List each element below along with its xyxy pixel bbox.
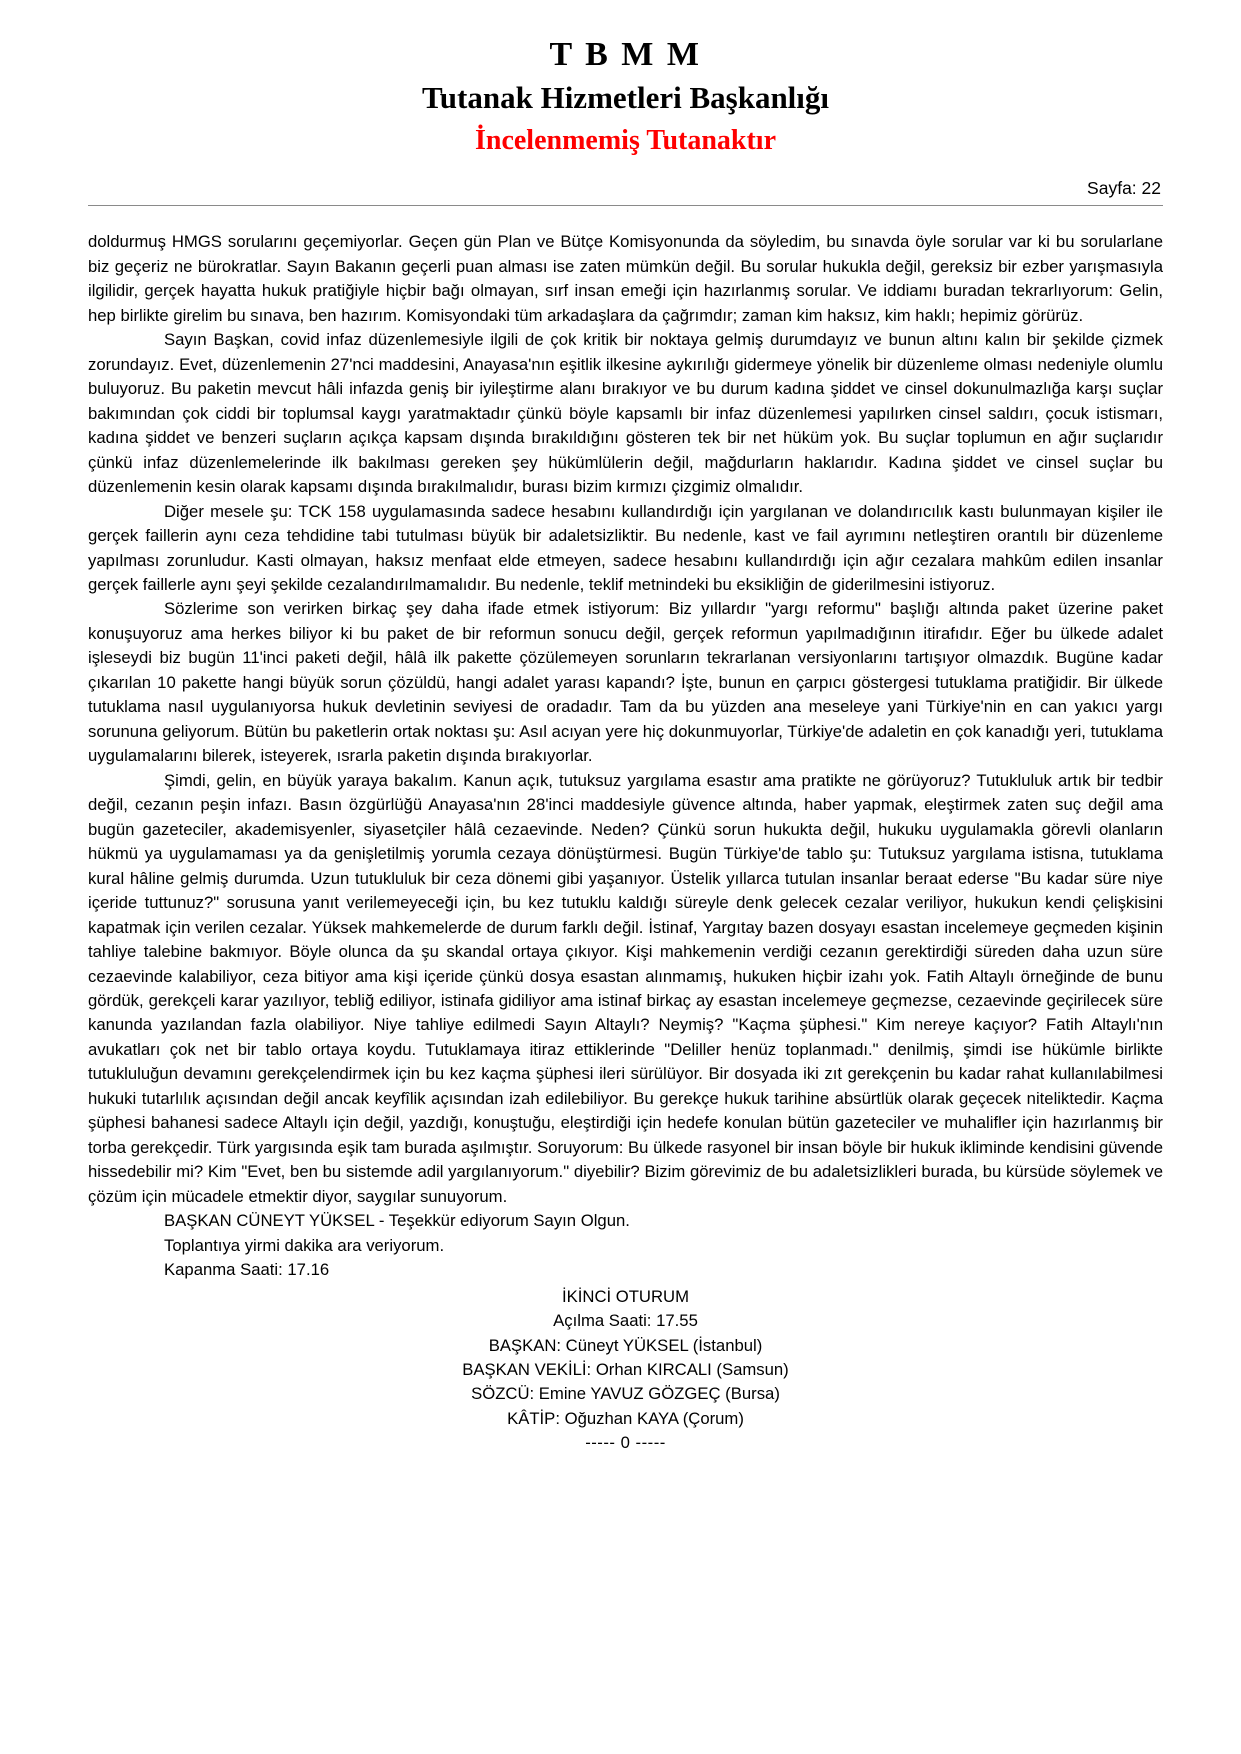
section-separator: ----- 0 ----- <box>585 1433 666 1453</box>
transcript-speaker-line: Kapanma Saati: 17.16 <box>164 1260 330 1280</box>
department-name: Tutanak Hizmetleri Başkanlığı <box>421 80 830 116</box>
second-session-block <box>88 1285 1163 1456</box>
transcript-paragraph: doldurmuş HMGS sorularını geçemiyorlar. Geçen gün Plan ve Bütçe Komisyonunda da söyledim, bu sınavda öyle sorular var ki bu sorularlane biz geçeriz ne bürokratlar. Sayın Bakanın geçerli puan alması ise zaten mümkün değil. Bu sorular hukukla değil, gereksiz bir ezber yarışmasıyla ilgilidir, gerçek hayatta hukuk pratiğiyle hiçbir bağı olmayan, sırf insan emeği için hazırlanmış sorular. Ve iddiamı buradan tekrarlıyorum: Gelin, hep birlikte girelim bu sınava, ben hazırım. Komisyondaki tüm arkadaşlara da çağrımdır; zaman kim haksız, kim haklı; hepimiz görürüz. <box>88 232 1163 325</box>
session-chair: BAŞKAN: Cüneyt YÜKSEL (İstanbul) <box>488 1335 763 1355</box>
document-header <box>88 34 1163 158</box>
session-spokesperson: SÖZCÜ: Emine YAVUZ GÖZGEÇ (Bursa) <box>471 1384 780 1404</box>
transcript-speaker-lines <box>88 1209 1163 1282</box>
transcript-paragraph: Diğer mesele şu: TCK 158 uygulamasında sadece hesabını kullandırdığı için yargılanan ve dolandırıcılık kastı bulunmayan kişiler ile gerçek faillerin aynı ceza tehdidine tabi tutulması büyük bir adaletsizliktir. Bu nedenle, kast ve fail ayrımını netleştiren orantılı bir düzenleme yapılması zorunludur. Kasti olmayan, haksız menfaat elde etmeyen, sadece hesabını kullandırdığı için ağır cezalara mahkûm edilen insanlar gerçek faillerle aynı şeyi şekilde cezalandırılmamalıdır. Bu nedenle, teklif metnindeki bu eksikliğin de giderilmesini istiyoruz. <box>88 501 1163 594</box>
session-deputy-chair: BAŞKAN VEKİLİ: Orhan KIRCALI (Samsun) <box>462 1360 789 1379</box>
header-divider <box>88 205 1163 206</box>
page-number-label: Sayfa: 22 <box>1087 178 1161 199</box>
transcript-speaker-line: BAŞKAN CÜNEYT YÜKSEL - Teşekkür ediyorum Sayın Olgun. <box>164 1211 630 1231</box>
session-open-time: Açılma Saati: 17.55 <box>553 1311 698 1331</box>
transcript-speaker-line: Toplantıya yirmi dakika ara veriyorum. <box>164 1235 445 1255</box>
session-clerk: KÂTİP: Oğuzhan KAYA (Çorum) <box>507 1408 744 1428</box>
transcript-paragraph: Şimdi, gelin, en büyük yaraya bakalım. Kanun açık, tutuksuz yargılama esastır ama pratikte ne görüyoruz? Tutukluluk artık bir tedbir değil, cezanın peşin infazı. Basın özgürlüğü Anayasa'nın 28'inci maddesiyle güvence altında, haber yapmak, eleştirmek zaten suç değil ama bugün gazeteciler, akademisyenler, siyasetçiler hâlâ cezaevinde. Neden? Çünkü sorun hukukta değil, hukuku uygulamakla görevli olanların hükmü ya uygulamaması ya da genişletilmiş yorumla cezaya dönüştürmesi. Bugün Türkiye'de tablo şu: Tutuksuz yargılama istisna, tutuklama kural hâline gelmiş durumda. Uzun tutukluluk bir ceza dönemi gibi yaşanıyor. Üstelik yıllarca tutulan insanlar beraat ederse "Bu kadar süre niye içeride tuttunuz?" sorusuna yanıt verilemeyeceği için, bu kez tutuklu kaldığı süreyle denk gelecek cezalar veriliyor, hukukun kendi çelişkisini kapatmak için verilen cezalar. Yüksek mahkemelerde de durum farklı değil. İstinaf, Yargıtay bazen dosyayı esastan incelemeye geçmeden kişinin tahliye talebine bakmıyor. Böyle olunca da şu skandal ortaya çıkıyor. Kişi mahkemenin verdiği cezanın gerektirdiği süreden daha uzun süre cezaevinde kalabiliyor, ceza bitiyor ama kişi içeride çünkü dosya esastan alınmamış, hukuken hiçbir izahı yok. Fatih Altaylı örneğinde de bunu gördük, gerekçeli karar yazılıyor, tebliğ ediliyor, istinafa gidiliyor ama istinaf birkaç ay esastan incelemeye geçmezse, cezaevinde geçirilecek süre kanunda yazılandan fazla olabiliyor. Niye tahliye edilmedi Sayın Altaylı? Neymiş? "Kaçma şüphesi." Kim nereye kaçıyor? Fatih Altaylı'nın avukatları çok net bir tablo ortaya koydu. Tutuklamaya itiraz ettiklerinde "Deliller henüz toplanmadı." denilmiş, şimdi ise hükümle birlikte tutukluluğun devamını gerekçelendirmek için bu kez kaçma şüphesi ileri sürülüyor. Bir dosyada iki zıt gerekçenin bu kadar rahat kullanılabilmesi hukuki tutarlılık açısından değil ancak keyfîlik açısından izah edilebiliyor. Bu gerekçe hukuk tarihine absürtlük olarak geçecek niteliktedir. Kaçma şüphesi bahanesi sadece Altaylı için değil, yazdığı, konuştuğu, eleştirdiği için hedefe konulan bütün gazeteciler ve muhalifler için hazırlanmış bir torba gerekçedir. Türk yargısında eşik tam burada aşılmıştır. Soruyorum: Bu ülkede rasyonel bir insan böyle bir hukuk ikliminde kendisini güvende hissedebilir mi? Kim "Evet, ben bu sistemde adil yargılanıyorum." diyebilir? Bizim görevimiz de bu adaletsizlikleri burada, bu kürsüde söylemek ve çözüm için mücadele etmektir diyor, saygılar sunuyorum. <box>88 770 1163 1206</box>
transcript-body <box>88 230 1163 1209</box>
unreviewed-notice: İncelenmemiş Tutanaktır <box>474 125 777 157</box>
transcript-paragraph: Sözlerime son verirken birkaç şey daha ifade etmek istiyorum: Biz yıllardır "yargı reformu" başlığı altında paket üzerine paket konuşuyoruz ama herkes biliyor ki bu paket de bir reformun sonucu değil, gerçek reformun yapılmadığının itirafıdır. Eğer bu ülkede adalet işleseydi biz bugün 11'inci paketi değil, hâlâ ilk pakette çözülemeyen sorunların tekrarlanan versiyonlarını tartışıyor olmazdık. Bugüne kadar çıkarılan 10 pakette hangi büyük sorun çözüldü, hangi adalet yarası kapandı? İşte, bunun en çarpıcı göstergesi tutuklama pratiğidir. Bir ülkede tutuklama nasıl uygulanıyorsa hukuk devletinin seviyesi de oradadır. Tam da bu yüzden ana meseleye yani Türkiye'nin en can yakıcı yargı sorununa geliyorum. Bütün bu paketlerin ortak noktası şu: Asıl acıyan yere hiç dokunmuyorlar, Türkiye'de adaletin en çok kanadığı yeri, tutuklama uygulamalarını bilerek, isteyerek, ısrarla paketin dışında bırakıyorlar. <box>88 599 1163 766</box>
organization-name: T B M M <box>549 36 702 73</box>
session-title: İKİNCİ OTURUM <box>561 1286 689 1306</box>
transcript-paragraph: Sayın Başkan, covid infaz düzenlemesiyle ilgili de çok kritik bir noktaya gelmiş durumdayız ve bunun altını kalın bir şekilde çizmek zorundayız. Evet, düzenlemenin 27'nci maddesini, Anayasa'nın eşitlik ilkesine aykırılığı gidermeye yönelik bir düzenleme olması nedeniyle olumlu buluyoruz. Bu paketin mevcut hâli infazda geniş bir iyileştirme alanı bırakıyor ve bu durum kadına şiddet ve cinsel dokunulmazlığa karşı suçlar bakımından çok ciddi bir toplumsal kaygı yaratmaktadır çünkü böyle kapsamlı bir infaz düzenlemesi yapılırken cinsel saldırı, çocuk istismarı, kadına şiddet ve benzeri suçların açıkça kapsam dışında bırakıldığını gösteren tek bir net hüküm yok. Bu suçlar toplumun en ağır suçlarıdır çünkü infaz düzenlemelerinde ilk bakılması gereken şey hükümlülerin değil, mağdurların haklarıdır. Kadına şiddet ve cinsel suçlar bu düzenlemenin kesin olarak kapsamı dışında bırakılmalıdır, burası bizim kırmızı çizgimiz olmalıdır. <box>88 330 1163 497</box>
